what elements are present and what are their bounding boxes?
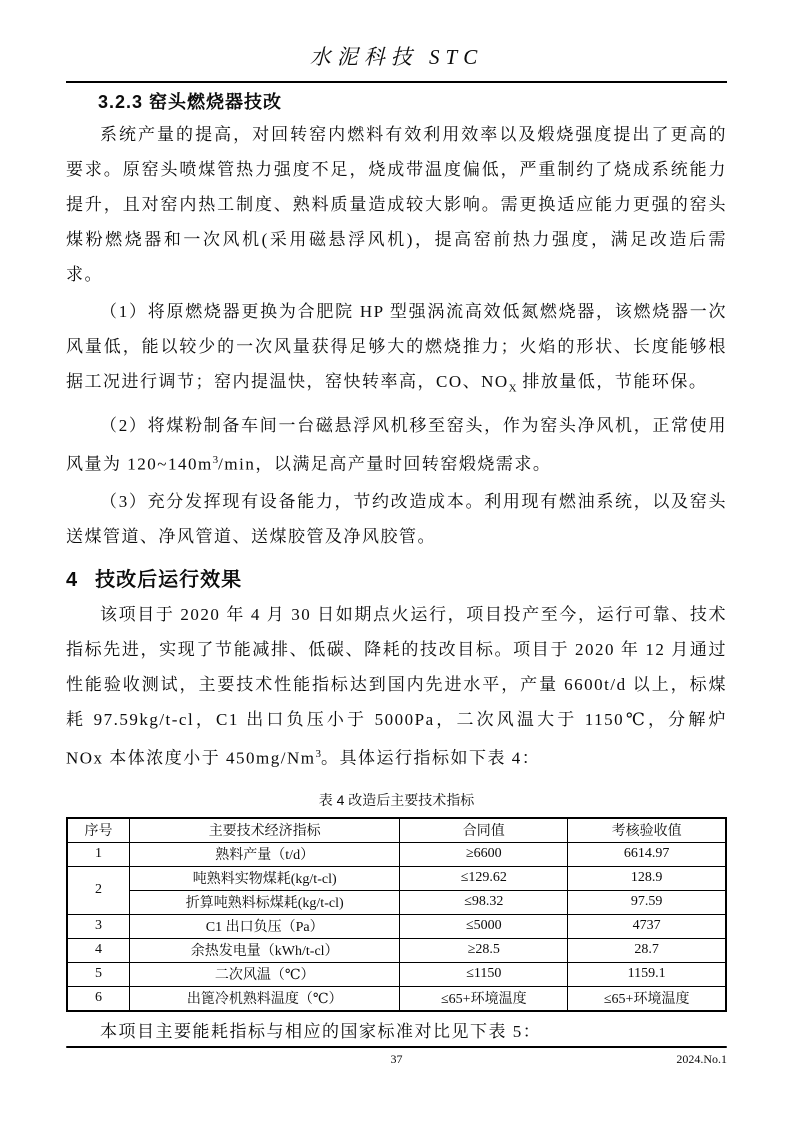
item2-text-pre: （2）将煤粉制备车间一台磁悬浮风机移至窑头，作为窑头净风机，正常使用风量为 120~140m xyxy=(66,416,727,475)
table-header-acceptance: 考核验收值 xyxy=(568,818,726,843)
table-row xyxy=(67,962,726,986)
table-cell-seq: 6 xyxy=(67,986,130,1011)
item1-text-pre: （1）将原燃烧器更换为合肥院 HP 型强涡流高效低氮燃烧器，该燃烧器一次风量低，能以较少的一次风量获得足够大的燃烧推力；火焰的形状、长度能够根据工况进行调节；窑内提温快，窑快转率高，CO、NO xyxy=(66,302,727,391)
table-cell-seq: 3 xyxy=(67,914,130,938)
table4 xyxy=(66,817,727,1012)
table-cell-acceptance: 28.7 xyxy=(568,938,726,962)
page-footer xyxy=(66,1046,727,1067)
table-row xyxy=(67,986,726,1011)
table-cell-indicator: 二次风温（℃） xyxy=(130,962,400,986)
table-cell-indicator: C1 出口负压（Pa） xyxy=(130,914,400,938)
journal-title: 水泥科技 STC xyxy=(309,45,484,69)
table-cell-acceptance: 128.9 xyxy=(568,866,726,890)
section-4-number: 4 xyxy=(66,569,79,592)
table-cell-contract: ≤98.32 xyxy=(400,890,568,914)
table-cell-seq: 4 xyxy=(67,938,130,962)
table-cell-acceptance: 1159.1 xyxy=(568,962,726,986)
table-cell-contract: ≤129.62 xyxy=(400,866,568,890)
item2-superscript-3: 3 xyxy=(212,454,219,467)
table-cell-acceptance: 6614.97 xyxy=(568,842,726,866)
section-3-2-3-heading: 3.2.3 窑头燃烧器技改 xyxy=(98,92,283,112)
table-cell-indicator: 折算吨熟料标煤耗(kg/t-cl) xyxy=(130,890,400,914)
section-4-title: 技改后运行效果 xyxy=(95,569,243,592)
table-cell-acceptance: 97.59 xyxy=(568,890,726,914)
paragraph-item-2 xyxy=(66,408,727,482)
table-cell-contract: ≤1150 xyxy=(400,962,568,986)
table-header-contract: 合同值 xyxy=(400,818,568,843)
table-cell-acceptance: 4737 xyxy=(568,914,726,938)
table-cell-indicator: 熟料产量（t/d） xyxy=(130,842,400,866)
paragraph-item-1 xyxy=(66,294,727,406)
table-cell-contract: ≤65+环境温度 xyxy=(400,986,568,1011)
table-cell-seq: 5 xyxy=(67,962,130,986)
header-divider xyxy=(66,81,727,83)
table-cell-seq: 1 xyxy=(67,842,130,866)
table-header-row xyxy=(67,818,726,843)
s4-text-post: 。具体运行指标如下表 4： xyxy=(321,748,541,768)
table-row xyxy=(67,842,726,866)
table-cell-seq-merged: 2 xyxy=(67,866,130,914)
table-cell-contract: ≤5000 xyxy=(400,914,568,938)
table-cell-indicator: 出篦冷机熟料温度（℃） xyxy=(130,986,400,1011)
footer-page-number: 37 xyxy=(390,1052,403,1066)
table-cell-indicator: 余热发电量（kWh/t-cl） xyxy=(130,938,400,962)
table-cell-contract: ≥6600 xyxy=(400,842,568,866)
s4-superscript-3: 3 xyxy=(315,748,321,761)
paragraph-item-3: （3）充分发挥现有设备能力，节约改造成本。利用现有燃油系统，以及窑头送煤管道、净风管道、送煤胶管及净风胶管。 xyxy=(66,492,727,547)
table-cell-acceptance: ≤65+环境温度 xyxy=(568,986,726,1011)
table-row xyxy=(67,866,726,890)
table-header-seq: 序号 xyxy=(67,818,130,843)
table-row xyxy=(67,914,726,938)
item1-text-post: 排放量低，节能环保。 xyxy=(516,372,708,391)
table-cell-indicator: 吨熟料实物煤耗(kg/t-cl) xyxy=(130,866,400,890)
table-row xyxy=(67,938,726,962)
paragraph-closing: 本项目主要能耗指标与相应的国家标准对比见下表 5： xyxy=(100,1021,542,1041)
paragraph-section-4 xyxy=(66,597,727,776)
item1-subscript-x: X xyxy=(508,382,517,395)
table-row xyxy=(67,890,726,914)
footer-issue-label: 2024.No.1 xyxy=(676,1052,727,1066)
table-cell-contract: ≥28.5 xyxy=(400,938,568,962)
item2-text-post: /min，以满足高产量时回转窑煅烧需求。 xyxy=(218,455,552,475)
table-header-indicator: 主要技术经济指标 xyxy=(130,818,400,843)
paragraph-intro: 系统产量的提高，对回转窑内燃料有效利用效率以及煅烧强度提出了更高的要求。原窑头喷煤管热力强度不足，烧成带温度偏低，严重制约了烧成系统能力提升，且对窑内热工制度、熟料质量造成较大影响。需更换适应能力更强的窑头煤粉燃烧器和一次风机(采用磁悬浮风机)，提高窑前热力强度，满足改造后需求。 xyxy=(66,125,727,284)
section-4-heading xyxy=(66,565,727,595)
s4-text-pre: 该项目于 2020 年 4 月 30 日如期点火运行，项目投产至今，运行可靠、技术指标先进，实现了节能减排、低碳、降耗的技改目标。项目于 2020 年 12 月通过性能验收测试，主要技术性能指标达到国内先进水平，产量 6600t/d 以上，标煤耗 97.59kg/t-cl，C1 出口负压小于 5000Pa，二次风温大于 1150℃，分解炉 NOx 本体浓度小于 450mg/Nm xyxy=(66,605,727,768)
footer-divider xyxy=(66,1046,727,1048)
table4-caption: 表 4 改造后主要技术指标 xyxy=(318,791,475,808)
